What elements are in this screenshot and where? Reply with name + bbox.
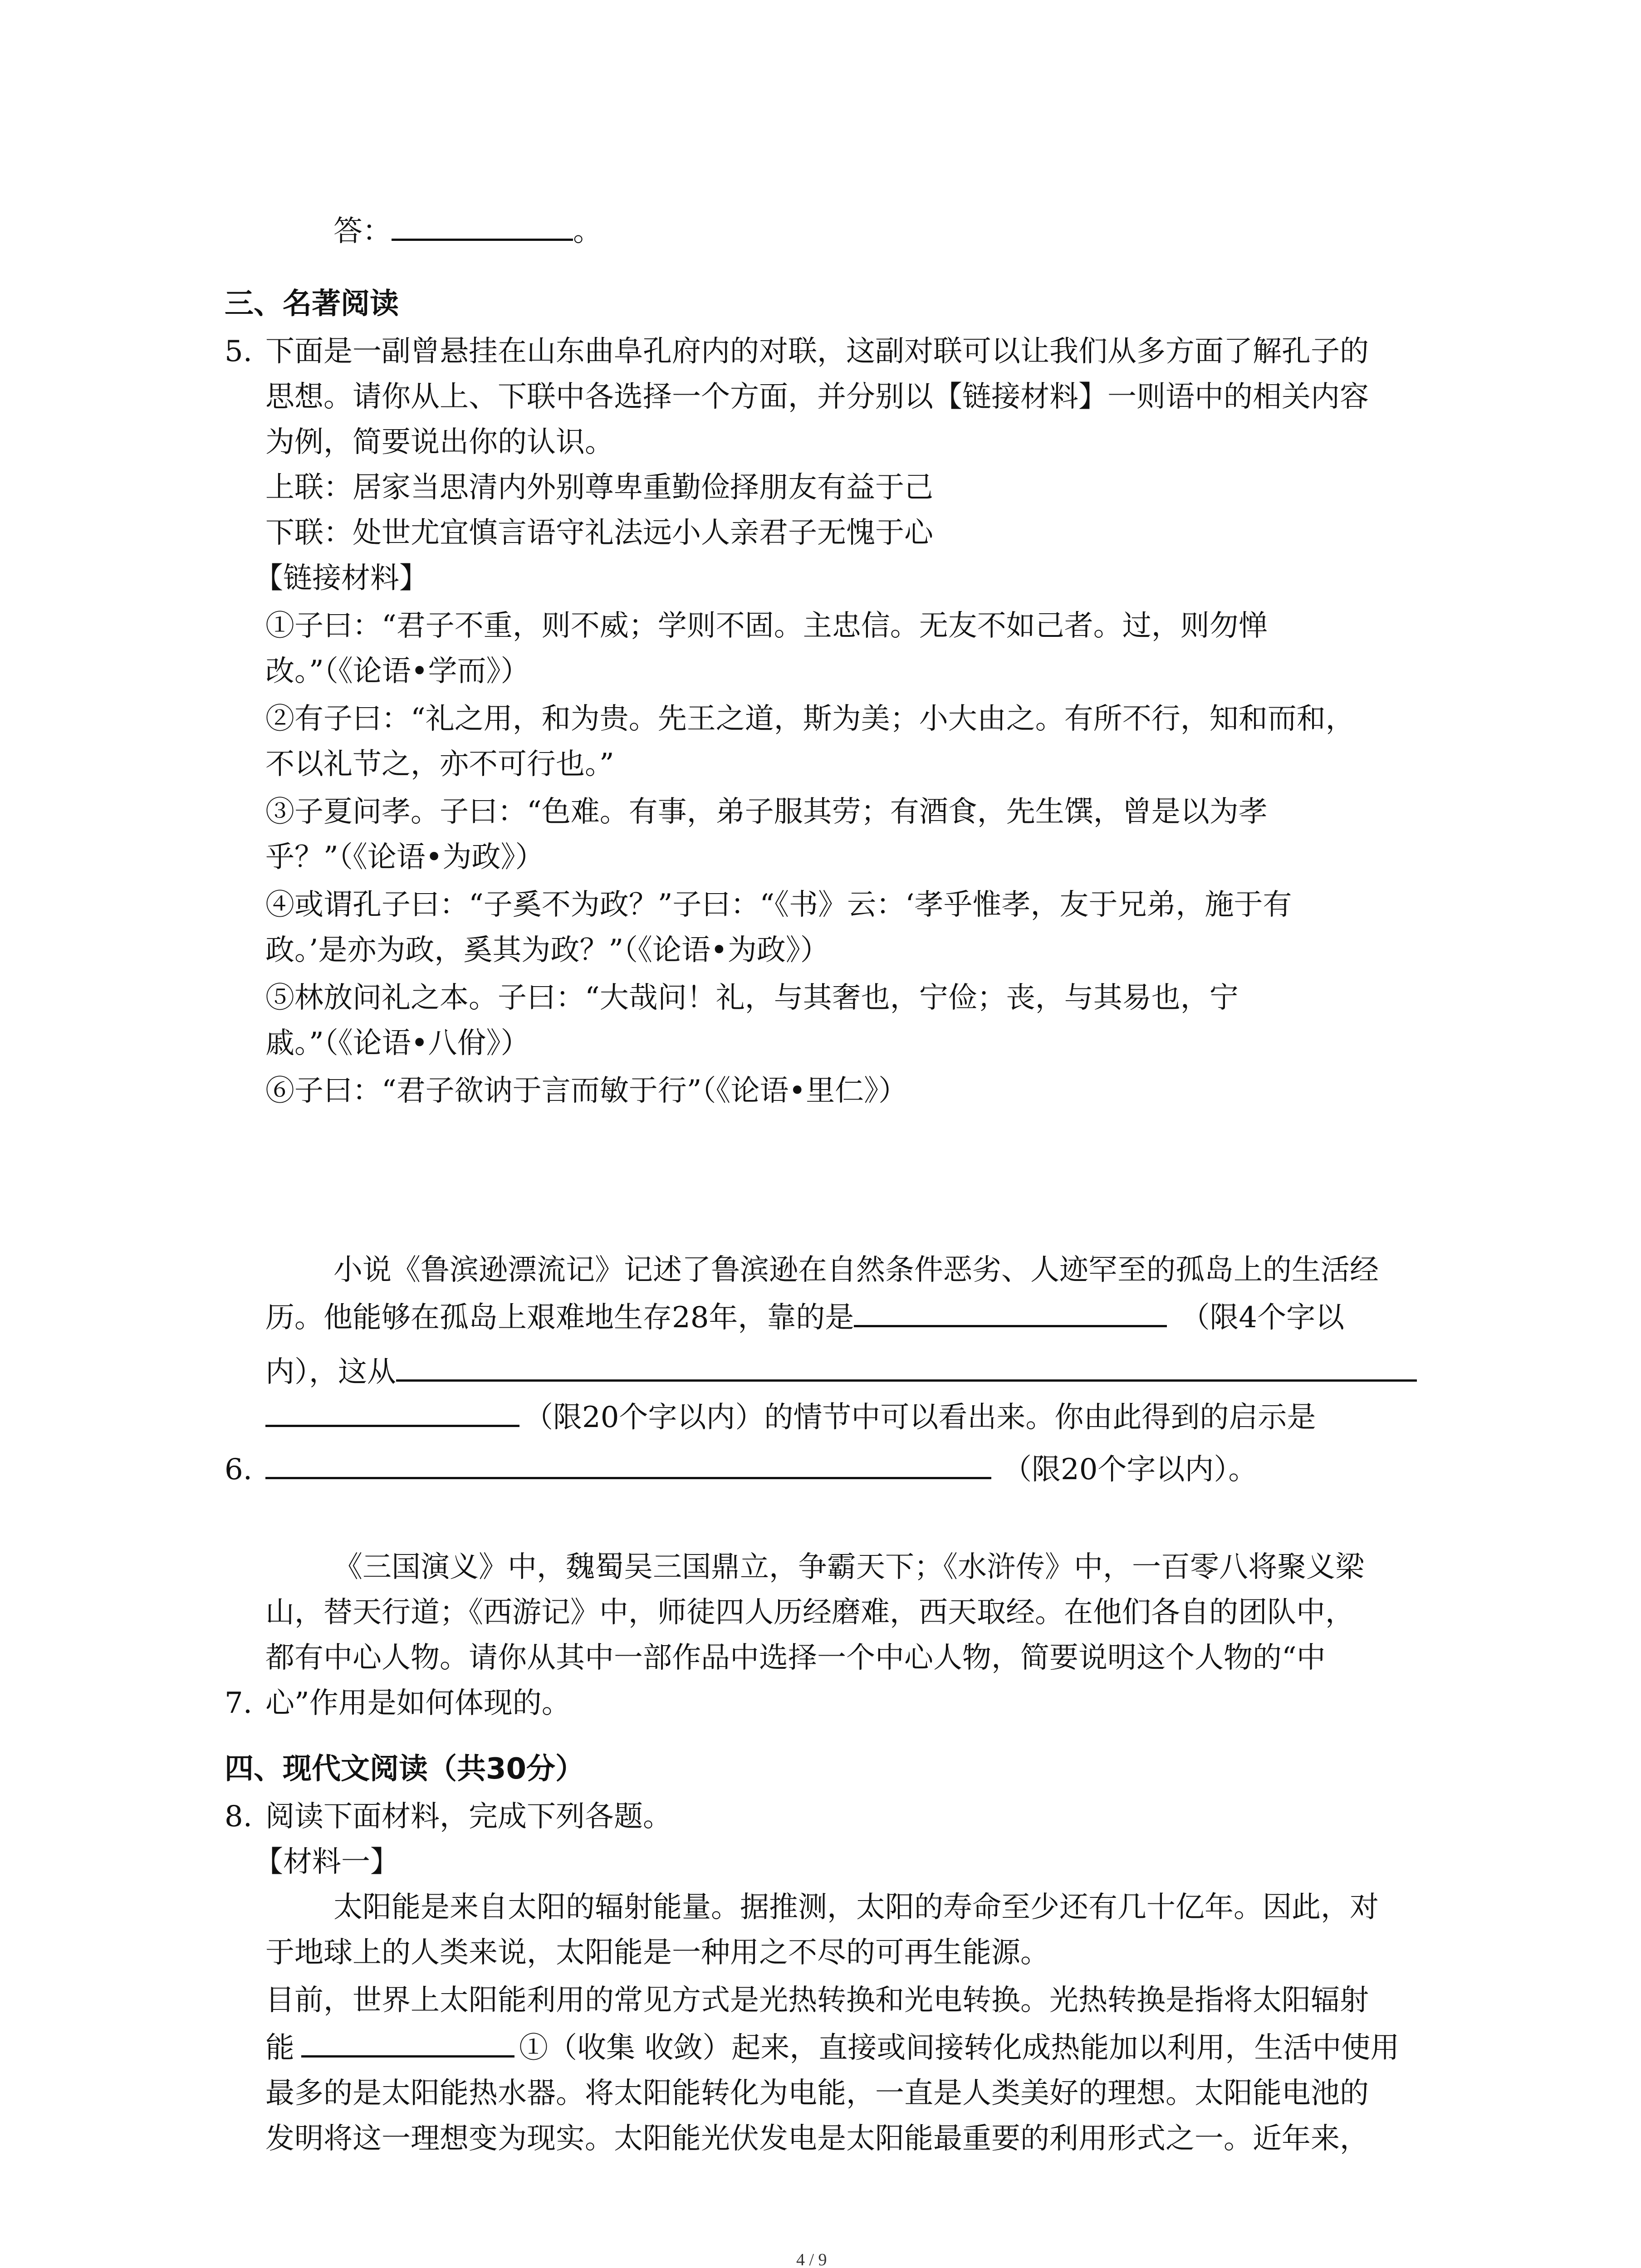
material-3-line2: 乎？”（《论语•为政》） <box>265 841 544 874</box>
couplet-upper: 上联：居家当思清内外别尊卑重勤俭择朋友有益于己 <box>265 471 933 504</box>
q6-blank-2[interactable] <box>396 1352 1417 1382</box>
material-5-line2: 戚。”（《论语•八佾》） <box>265 1026 530 1060</box>
link-material-title: 【链接材料】 <box>254 562 428 595</box>
material-6: ⑥子曰：“君子欲讷于言而敏于行”（《论语•里仁》） <box>265 1074 908 1108</box>
material-1-line2: 改。”（《论语•学而》） <box>265 655 530 688</box>
material-1-line1: ①子曰：“君子不重，则不威；学则不固。主忠信。无友不如己者。过，则勿惮 <box>265 609 1268 643</box>
q8-p2-line3: 最多的是太阳能热水器。将太阳能转化为电能，一直是人类美好的理想。太阳能电池的 <box>265 2077 1369 2110</box>
q8-intro: 阅读下面材料，完成下列各题。 <box>265 1800 672 1833</box>
q8-blank-1[interactable] <box>301 2028 514 2058</box>
page-number: 4 / 9 <box>796 2250 827 2268</box>
q6-blank-4[interactable] <box>265 1450 991 1479</box>
q6-line2-limit: （限4个字以 <box>1181 1301 1345 1334</box>
q6-blank-1[interactable] <box>854 1298 1167 1327</box>
q7-line3: 都有中心人物。请你从其中一部作品中选择一个中心人物，简要说明这个人物的“中 <box>265 1641 1326 1675</box>
q6-line1: 小说《鲁滨逊漂流记》记述了鲁滨逊在自然条件恶劣、人迹罕至的孤岛上的生活经 <box>333 1253 1379 1287</box>
q6-line5 <box>265 1449 1257 1490</box>
q6-blank-3[interactable] <box>265 1398 519 1427</box>
answer-label: 答： <box>333 215 392 248</box>
q6-line2 <box>265 1297 1344 1338</box>
q5-line3: 为例，简要说出你的认识。 <box>265 425 614 459</box>
section-4-heading: 四、现代文阅读（共30分） <box>225 1752 585 1786</box>
q8-p2-line4: 发明将这一理想变为现实。太阳能光伏发电是太阳能最重要的利用形式之一。近年来， <box>265 2122 1369 2156</box>
material-3-line1: ③子夏问孝。子曰：“色难。有事，弟子服其劳；有酒食，先生馔，曾是以为孝 <box>265 795 1268 829</box>
q5-line1: 下面是一副曾悬挂在山东曲阜孔府内的对联，这副对联可以让我们从多方面了解孔子的 <box>265 335 1369 368</box>
q7-line4: 心”作用是如何体现的。 <box>265 1686 571 1720</box>
q6-line4 <box>265 1397 1316 1438</box>
q6-number: 6. <box>225 1453 253 1486</box>
q8-p2-post: ①（收集 收敛）起来，直接或间接转化成热能加以利用，生活中使用 <box>519 2031 1400 2065</box>
q7-line2: 山，替天行道；《西游记》中，师徒四人历经磨难，西天取经。在他们各自的团队中， <box>265 1596 1354 1629</box>
material-2-line2: 不以礼节之，亦不可行也。” <box>265 748 614 781</box>
material-5-line1: ⑤林放问礼之本。子曰：“大哉问！礼，与其奢也，宁俭；丧，与其易也，宁 <box>265 981 1239 1015</box>
q6-line5-text: （限20个字以内）。 <box>1003 1453 1258 1486</box>
answer-line <box>333 211 602 252</box>
q6-line2-text: 历。他能够在孤岛上艰难地生存28年，靠的是 <box>265 1301 854 1334</box>
answer-blank[interactable] <box>392 211 573 241</box>
q8-p1-line1: 太阳能是来自太阳的辐射能量。据推测，太阳的寿命至少还有几十亿年。因此，对 <box>333 1891 1379 1924</box>
q6-line4-text: （限20个字以内）的情节中可以看出来。你由此得到的启示是 <box>524 1401 1316 1434</box>
material-4-line1: ④或谓孔子曰：“子奚不为政？”子曰：“《书》云：‘孝乎惟孝，友于兄弟，施于有 <box>265 888 1292 922</box>
q7-number: 7. <box>225 1686 253 1720</box>
q5-line2: 思想。请你从上、下联中各选择一个方面，并分别以【链接材料】一则语中的相关内容 <box>265 380 1369 414</box>
q7-line1: 《三国演义》中，魏蜀吴三国鼎立，争霸天下；《水浒传》中，一百零八将聚义梁 <box>333 1550 1364 1584</box>
couplet-lower: 下联：处世尤宜慎言语守礼法远小人亲君子无愧于心 <box>265 516 933 550</box>
material-one-title: 【材料一】 <box>254 1845 399 1879</box>
q8-p1-line2: 于地球上的人类来说，太阳能是一种用之不尽的可再生能源。 <box>265 1936 1049 1970</box>
q8-p2-line1: 目前，世界上太阳能利用的常见方式是光热转换和光电转换。光热转换是指将太阳辐射 <box>265 1984 1369 2017</box>
q6-line3 <box>265 1352 1417 1393</box>
q8-number: 8. <box>225 1800 253 1833</box>
material-4-line2: 政。’是亦为政，奚其为政？”（《论语•为政》） <box>265 934 829 967</box>
material-2-line1: ②有子曰：“礼之用，和为贵。先王之道，斯为美；小大由之。有所不行，知和而和， <box>265 702 1355 736</box>
q8-p2-pre: 能 <box>265 2031 294 2065</box>
section-3-heading: 三、名著阅读 <box>225 287 399 321</box>
q8-p2-line2 <box>265 2028 1399 2068</box>
q5-number: 5. <box>225 335 253 368</box>
answer-end: 。 <box>573 215 602 248</box>
q6-line3-text: 内），这从 <box>265 1355 396 1389</box>
